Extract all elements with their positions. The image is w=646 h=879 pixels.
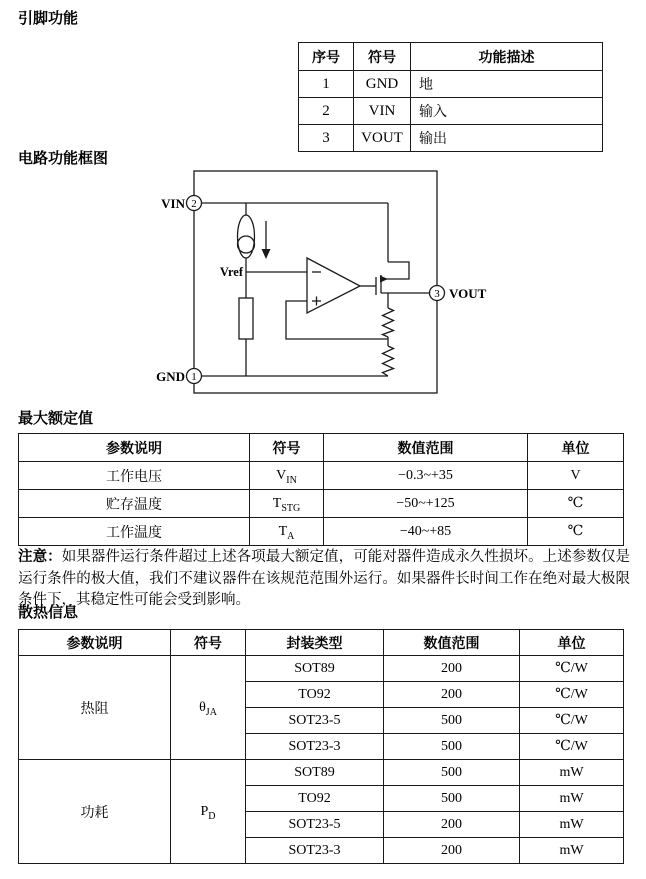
table-row	[299, 71, 603, 98]
error-amplifier	[307, 258, 360, 313]
value: 200	[384, 838, 520, 864]
param-range: −40~+85	[324, 518, 528, 546]
param-symbol: $T_A$	[250, 518, 324, 546]
unit: ℃/W	[520, 682, 624, 708]
unit: ℃/W	[520, 656, 624, 682]
mosfet-arrow-icon	[380, 276, 388, 283]
param-name: 热阻	[19, 656, 171, 760]
pin-number: 2	[191, 198, 197, 210]
table-row	[19, 518, 624, 546]
package-type: SOT23-3	[246, 734, 384, 760]
param-range: −50~+125	[324, 490, 528, 518]
unit: ℃/W	[520, 708, 624, 734]
param-unit: V	[528, 462, 624, 490]
table-header-row	[19, 630, 624, 656]
circuit-block-diagram	[0, 165, 646, 403]
pass-mosfet	[376, 203, 409, 295]
package-type: SOT23-3	[246, 838, 384, 864]
pin-col-desc: 功能描述	[411, 43, 603, 71]
pin-no: 1	[299, 71, 354, 98]
thermal-info-table	[18, 629, 624, 864]
param-name: 工作电压	[19, 462, 250, 490]
pin-vin	[161, 196, 201, 212]
thermal-col-symbol: 符号	[171, 630, 246, 656]
package-type: SOT89	[246, 760, 384, 786]
unit: ℃/W	[520, 734, 624, 760]
package-type: SOT23-5	[246, 708, 384, 734]
thermal-col-range: 数值范围	[384, 630, 520, 656]
heading-thermal-info: 散热信息	[18, 605, 79, 621]
table-header-row	[19, 434, 624, 462]
caution-note	[18, 547, 630, 612]
vout-label: VOUT	[449, 286, 487, 301]
thermal-col-param: 参数说明	[19, 630, 171, 656]
unit: mW	[520, 786, 624, 812]
table-row	[19, 760, 624, 786]
value: 500	[384, 786, 520, 812]
value: 500	[384, 734, 520, 760]
unit: mW	[520, 838, 624, 864]
current-arrow-icon	[262, 221, 271, 259]
param-name: 功耗	[19, 760, 171, 864]
package-type: TO92	[246, 682, 384, 708]
pin-number: 1	[191, 371, 197, 383]
table-row	[19, 462, 624, 490]
pin-gnd	[156, 369, 201, 385]
pin-desc: 输入	[411, 98, 603, 125]
param-unit: ℃	[528, 490, 624, 518]
ratings-col-unit: 单位	[528, 434, 624, 462]
param-symbol: $\theta_{JA}$	[171, 656, 246, 760]
pin-no: 3	[299, 125, 354, 152]
value: 200	[384, 812, 520, 838]
gnd-label: GND	[156, 369, 185, 384]
caution-text: 如果器件运行条件超过上述各项最大额定值，可能对器件造成永久性损坏。上述参数仅是运行条件的极大值，我们不建议器件在该规范范围外运行。如果器件长时间工作在绝对最大极限条件下，其稳定性可能会受到影响。	[18, 549, 631, 608]
value: 200	[384, 682, 520, 708]
package-type: TO92	[246, 786, 384, 812]
max-ratings-table	[18, 433, 624, 546]
value: 500	[384, 760, 520, 786]
pin-symbol: VOUT	[354, 125, 411, 152]
reference-resistor	[239, 298, 253, 339]
heading-block-diagram: 电路功能框图	[18, 151, 109, 167]
vref-label: Vref	[219, 265, 243, 279]
param-symbol: $P_D$	[171, 760, 246, 864]
feedback-wire	[286, 301, 388, 339]
heading-max-ratings: 最大额定值	[18, 411, 94, 427]
param-symbol: $V_{IN}$	[250, 462, 324, 490]
param-symbol: $T_{STG}$	[250, 490, 324, 518]
feedback-resistor-top	[383, 308, 394, 337]
pin-number: 3	[434, 288, 440, 300]
thermal-col-package: 封装类型	[246, 630, 384, 656]
table-row	[19, 490, 624, 518]
pin-vout	[430, 286, 487, 302]
value: 500	[384, 708, 520, 734]
feedback-resistor-bottom	[383, 346, 394, 376]
current-source-symbol	[238, 215, 255, 258]
pin-desc: 输出	[411, 125, 603, 152]
unit: mW	[520, 760, 624, 786]
ratings-col-symbol: 符号	[250, 434, 324, 462]
package-type: SOT23-5	[246, 812, 384, 838]
pin-function-table	[298, 42, 603, 152]
pin-col-no: 序号	[299, 43, 354, 71]
table-header-row	[299, 43, 603, 71]
value: 200	[384, 656, 520, 682]
table-row	[19, 656, 624, 682]
param-name: 贮存温度	[19, 490, 250, 518]
package-type: SOT89	[246, 656, 384, 682]
ratings-col-param: 参数说明	[19, 434, 250, 462]
param-unit: ℃	[528, 518, 624, 546]
param-range: −0.3~+35	[324, 462, 528, 490]
table-row	[299, 125, 603, 152]
pin-symbol: VIN	[354, 98, 411, 125]
unit: mW	[520, 812, 624, 838]
table-row	[299, 98, 603, 125]
pin-symbol: GND	[354, 71, 411, 98]
ratings-col-range: 数值范围	[324, 434, 528, 462]
heading-pin-function: 引脚功能	[18, 11, 79, 27]
pin-no: 2	[299, 98, 354, 125]
thermal-col-unit: 单位	[520, 630, 624, 656]
pin-col-symbol: 符号	[354, 43, 411, 71]
vin-label: VIN	[161, 196, 185, 211]
pin-desc: 地	[411, 71, 603, 98]
param-name: 工作温度	[19, 518, 250, 546]
caution-label: 注意：	[18, 549, 62, 565]
